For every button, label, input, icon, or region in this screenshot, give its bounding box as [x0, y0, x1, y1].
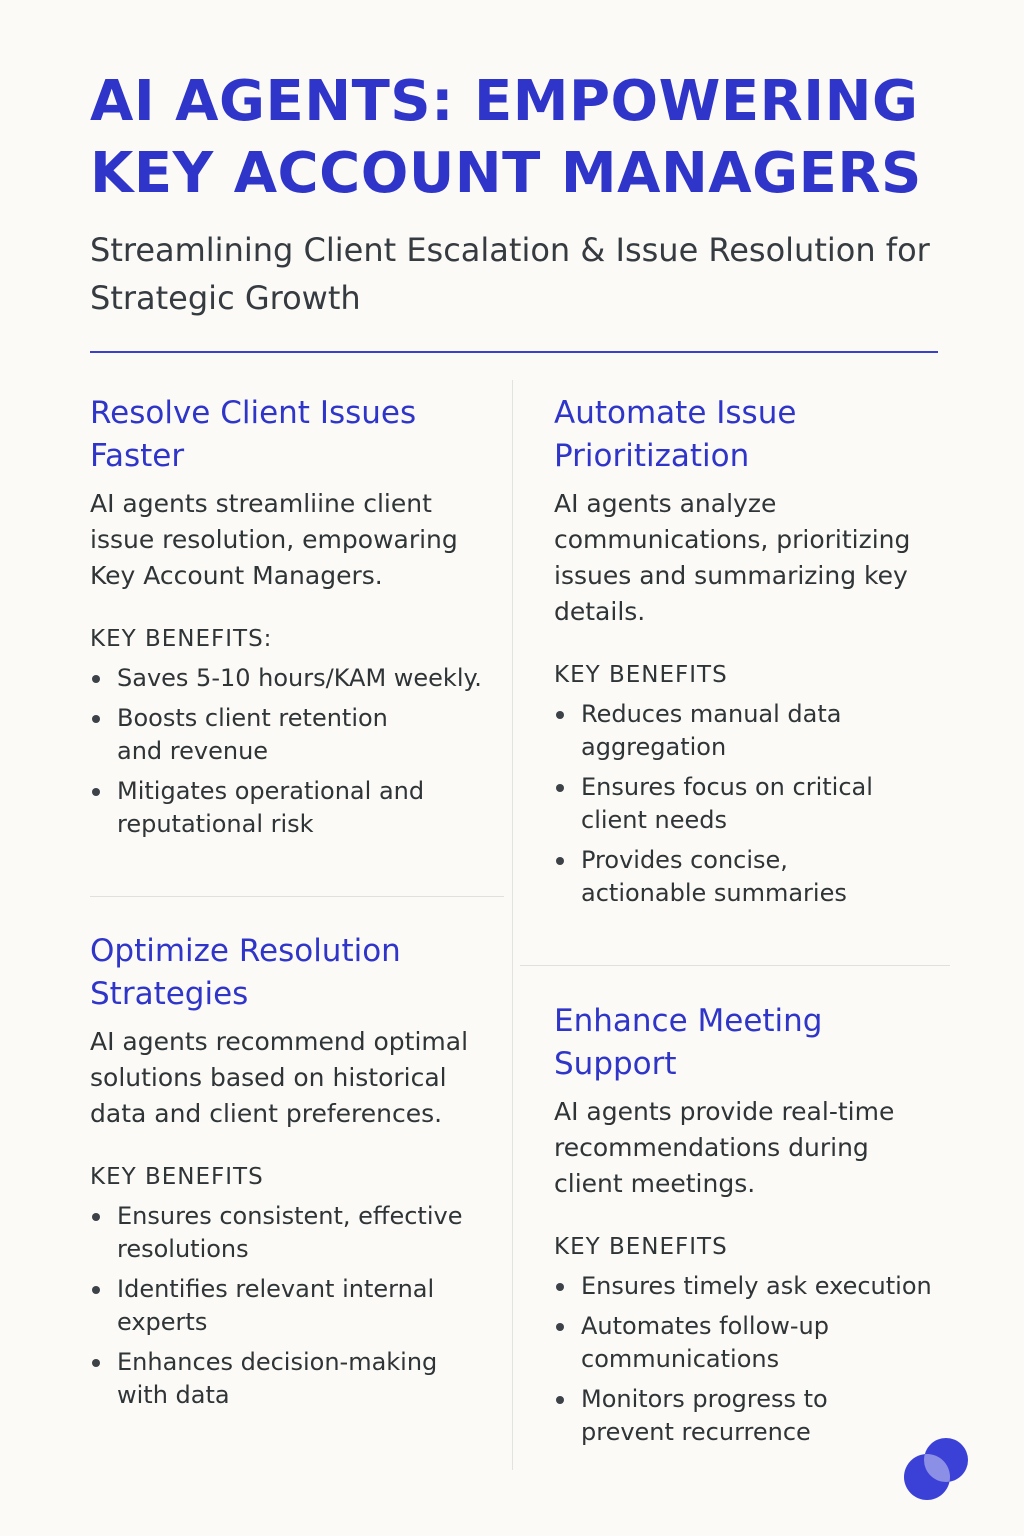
section-description: AI agents provide real-time recommendations during client meetings.: [554, 1097, 895, 1198]
benefit-text: Boosts client retention and revenue: [117, 704, 388, 765]
overlapping-circles-logo-icon: [902, 1436, 972, 1502]
benefit-item: [554, 844, 901, 910]
section-title: Optimize Resolution Strategies: [90, 933, 401, 1012]
section-description: AI agents analyze communications, prioritizing issues and summarizing key details.: [554, 489, 911, 626]
benefit-text: Identifies relevant internal experts: [117, 1275, 435, 1336]
benefit-item: [554, 771, 901, 837]
bullet-dot-icon: [556, 1323, 564, 1331]
bullet-dot-icon: [92, 1359, 100, 1367]
benefit-text: Ensures consistent, effective resolutions: [117, 1202, 463, 1263]
bullet-dot-icon: [92, 715, 100, 723]
benefit-item: [90, 702, 417, 768]
key-benefits-heading: KEY BENEFITS: [554, 1234, 728, 1260]
benefit-text: Mitigates operational and reputational risk: [117, 777, 425, 838]
column-divider: [512, 380, 513, 1470]
benefits-list: [90, 662, 490, 841]
benefit-text: Enhances decision-making with data: [117, 1348, 438, 1409]
right-section-divider: [520, 965, 950, 966]
benefit-item: [90, 1200, 487, 1266]
benefit-text: Ensures focus on critical client needs: [581, 773, 873, 834]
benefits-list: [554, 1270, 954, 1449]
benefit-text: Saves 5-10 hours/KAM weekly.: [117, 664, 482, 692]
section-title: Enhance Meeting Support: [554, 1003, 823, 1082]
section-description: AI agents recommend optimal solutions based on historical data and client preferences.: [90, 1027, 469, 1128]
benefit-item: [554, 1383, 881, 1449]
bullet-dot-icon: [92, 1213, 100, 1221]
bullet-dot-icon: [556, 1283, 564, 1291]
benefits-list: [90, 1200, 490, 1412]
benefits-list: [554, 698, 954, 910]
bullet-dot-icon: [556, 784, 564, 792]
benefit-item: [90, 775, 457, 841]
section-title: Resolve Client Issues Faster: [90, 395, 417, 474]
section-automate-prioritization: [554, 392, 954, 917]
key-benefits-heading: KEY BENEFITS: [554, 662, 728, 688]
benefit-text: Ensures timely ask execution: [581, 1272, 932, 1300]
benefit-item: [554, 1270, 971, 1303]
bullet-dot-icon: [92, 1286, 100, 1294]
key-benefits-heading: KEY BENEFITS: [90, 1164, 264, 1190]
benefit-text: Provides concise, actionable summaries: [581, 846, 847, 907]
benefit-item: [554, 1310, 881, 1376]
benefit-text: Reduces manual data aggregation: [581, 700, 842, 761]
benefit-item: [90, 1273, 467, 1339]
bullet-dot-icon: [556, 857, 564, 865]
page-subtitle: Streamlining Client Escalation & Issue Resolution for Strategic Growth: [90, 231, 930, 317]
section-description: AI agents streamliine client issue resolution, empowaring Key Account Managers.: [90, 489, 458, 590]
section-optimize-strategies: [90, 930, 490, 1419]
section-title: Automate Issue Prioritization: [554, 395, 797, 474]
title-divider: [90, 351, 938, 353]
left-section-divider: [90, 896, 504, 897]
bullet-dot-icon: [556, 711, 564, 719]
bullet-dot-icon: [92, 675, 100, 683]
bullet-dot-icon: [92, 788, 100, 796]
bullet-dot-icon: [556, 1396, 564, 1404]
key-benefits-heading: KEY BENEFITS:: [90, 626, 273, 652]
benefit-item: [554, 698, 871, 764]
page-title: AI AGENTS: EMPOWERING KEY ACCOUNT MANAGERS: [90, 69, 922, 206]
benefit-text: Monitors progress to prevent recurrence: [581, 1385, 828, 1446]
section-enhance-meeting-support: [554, 1000, 954, 1456]
section-resolve-client-issues: [90, 392, 490, 848]
benefit-item: [90, 1346, 467, 1412]
benefit-item: [90, 662, 490, 695]
benefit-text: Automates follow-up communications: [581, 1312, 830, 1373]
